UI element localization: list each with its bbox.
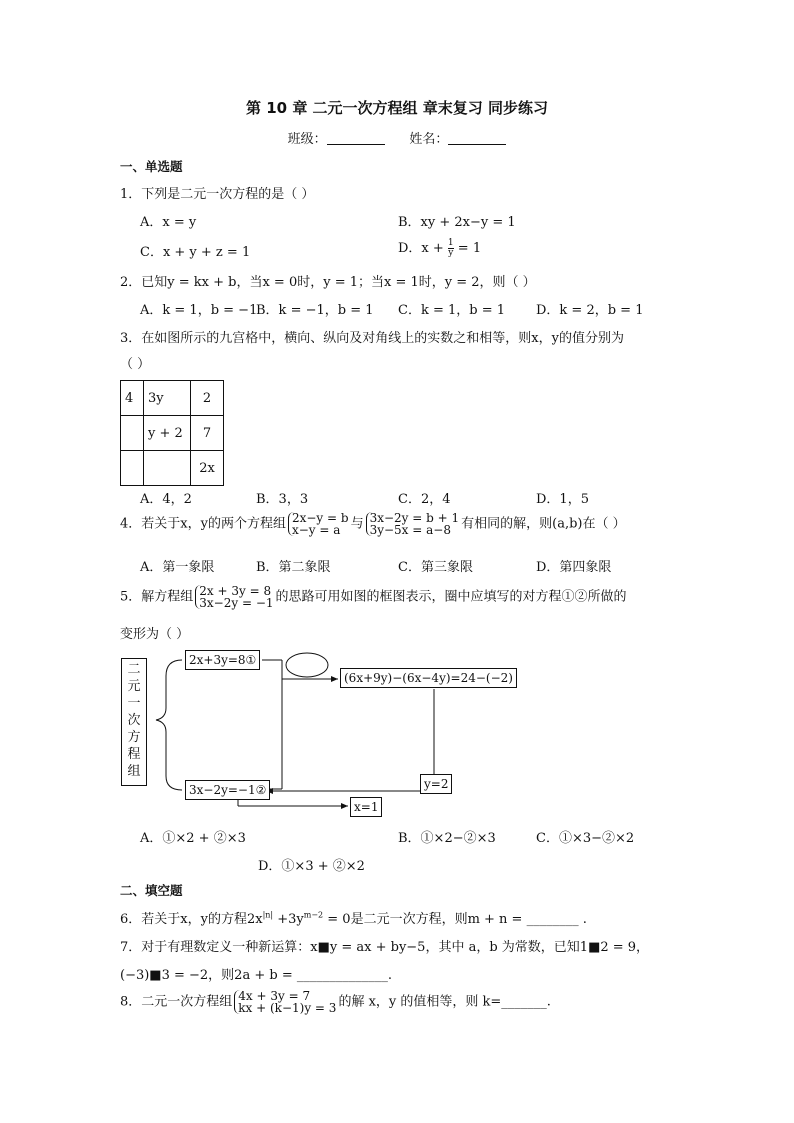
q4-sys1-line1: 2x−y = b bbox=[291, 511, 349, 525]
q4-sys2-line1: 3x−2y = b + 1 bbox=[369, 511, 460, 525]
flow-combined-box: (6x+9y)−(6x−4y)=24−(−2) bbox=[340, 668, 517, 688]
q5-option-c[interactable]: C．①×3−②×2 bbox=[536, 831, 635, 846]
q4-stem-post: 有相同的解，则(a,b)在（ ） bbox=[461, 516, 626, 532]
flow-x-result-box: x=1 bbox=[350, 797, 382, 817]
q5-option-d[interactable]: D．①×3 + ②×2 bbox=[258, 859, 365, 874]
q4-stem-pre: 4．若关于x，y的两个方程组 bbox=[120, 516, 286, 532]
q4-option-c[interactable]: C．第三象限 bbox=[398, 560, 473, 575]
blank-oval[interactable] bbox=[286, 653, 328, 677]
section-fill-blank: 二、填空题 bbox=[120, 883, 183, 898]
q8-sys-line1: 4x + 3y = 7 bbox=[238, 989, 311, 1003]
q1-d-suffix: = 1 bbox=[453, 241, 482, 256]
q3-option-b[interactable]: B．3，3 bbox=[256, 492, 309, 507]
grid-cell: 7 bbox=[191, 416, 224, 451]
q1-d-prefix: D．x + bbox=[398, 241, 448, 256]
q5-option-a[interactable]: A．①×2 + ②×3 bbox=[140, 831, 246, 846]
q8-post: 的解 x，y 的值相等，则 k=_______. bbox=[338, 994, 551, 1010]
q4-option-b[interactable]: B．第二象限 bbox=[256, 560, 331, 575]
q3-option-a[interactable]: A．4，2 bbox=[140, 492, 192, 507]
flow-y-result-box: y=2 bbox=[420, 774, 452, 794]
q6-mid: +3y bbox=[273, 912, 304, 927]
q7-line1: 7．对于有理数定义一种新运算：x■y = ax + by−5，其中 a，b 为常数，已知1■2 = 9， bbox=[120, 940, 650, 955]
side-char: 元 bbox=[127, 679, 141, 694]
q6-exp-n: |n| bbox=[262, 910, 274, 920]
q1-stem: 1．下列是二元一次方程的是（ ） bbox=[120, 187, 315, 202]
q5-sys-line2: 3x−2y = −1 bbox=[199, 596, 274, 610]
q4-sys1-line2: x−y = a bbox=[291, 523, 341, 537]
q4-sys2-line2: 3y−5x = a−8 bbox=[369, 523, 451, 537]
q2-option-c[interactable]: C．k = 1，b = 1 bbox=[398, 303, 506, 318]
q1-d-num: 1 bbox=[447, 238, 454, 248]
grid-cell: 4 bbox=[121, 381, 144, 416]
grid-cell: y + 2 bbox=[144, 416, 191, 451]
page-title: 第 10 章 二元一次方程组 章末复习 同步练习 bbox=[246, 99, 548, 117]
flow-eq1-box: 2x+3y=8① bbox=[185, 650, 260, 670]
q5-option-b[interactable]: B．①×2−②×3 bbox=[398, 831, 496, 846]
q4-option-d[interactable]: D．第四象限 bbox=[536, 560, 612, 575]
q4-option-a[interactable]: A．第一象限 bbox=[140, 560, 215, 575]
flow-eq2-box: 3x−2y=−1② bbox=[185, 780, 270, 800]
q3-option-c[interactable]: C．2，4 bbox=[398, 492, 451, 507]
side-char: 二 bbox=[127, 662, 141, 677]
q8-sys-line2: kx + (k−1)y = 3 bbox=[238, 1001, 337, 1015]
section-single-choice: 一、单选题 bbox=[120, 159, 183, 174]
q1-option-b[interactable]: B．xy + 2x−y = 1 bbox=[398, 215, 516, 230]
q2-option-d[interactable]: D．k = 2，b = 1 bbox=[536, 303, 644, 318]
q8-system bbox=[234, 990, 336, 1014]
q5-sys-line1: 2x + 3y = 8 bbox=[199, 584, 272, 598]
q8-stem bbox=[120, 990, 551, 1014]
q8-pre: 8．二元一次方程组 bbox=[120, 994, 233, 1010]
grid-cell: 2x bbox=[191, 451, 224, 486]
q6-exp-m: m−2 bbox=[303, 910, 324, 920]
q1-option-a[interactable]: A．x = y bbox=[140, 215, 197, 230]
q1-d-den: y bbox=[448, 248, 454, 258]
q3-option-d[interactable]: D．1，5 bbox=[536, 492, 589, 507]
q6-text: 6．若关于x，y的方程2x bbox=[120, 912, 263, 927]
q3-stem-line1: 3．在如图所示的九宫格中，横向、纵向及对角线上的实数之和相等，则x，y的值分别为 bbox=[120, 331, 624, 346]
name-label: 姓名： bbox=[409, 132, 449, 147]
grid-cell: 2 bbox=[191, 381, 224, 416]
side-char: 一 bbox=[127, 696, 141, 711]
q2-stem: 2．已知y = kx + b，当x = 0时，y = 1；当x = 1时，y = 2，则（ ） bbox=[120, 275, 536, 290]
side-char: 程 bbox=[127, 747, 141, 762]
q4-stem-mid: 与 bbox=[350, 516, 364, 532]
flow-side-label bbox=[121, 658, 147, 786]
q2-option-b[interactable]: B．k = −1，b = 1 bbox=[256, 303, 374, 318]
side-char: 方 bbox=[127, 730, 141, 745]
q7-line2: (−3)■3 = −2，则2a + b = ______________. bbox=[120, 968, 392, 983]
q2-option-a[interactable]: A．k = 1，b = −1 bbox=[140, 303, 258, 318]
side-char: 次 bbox=[127, 713, 141, 728]
side-char: 组 bbox=[127, 764, 141, 779]
q5-stem-pre: 5．解方程组 bbox=[120, 589, 194, 605]
grid-cell: 3y bbox=[144, 381, 191, 416]
q6-post: = 0是二元一次方程，则m + n = ________ . bbox=[323, 912, 587, 927]
q6-stem bbox=[120, 908, 587, 927]
q5-stem-line2: 变形为（ ） bbox=[120, 627, 190, 642]
q3-stem-line2: （ ） bbox=[120, 357, 151, 372]
q1-option-c[interactable]: C．x + y + z = 1 bbox=[140, 245, 251, 260]
class-label: 班级： bbox=[287, 132, 327, 147]
q5-stem-post: 的思路可用如图的框图表示，圈中应填写的对方程①②所做的 bbox=[275, 589, 627, 605]
